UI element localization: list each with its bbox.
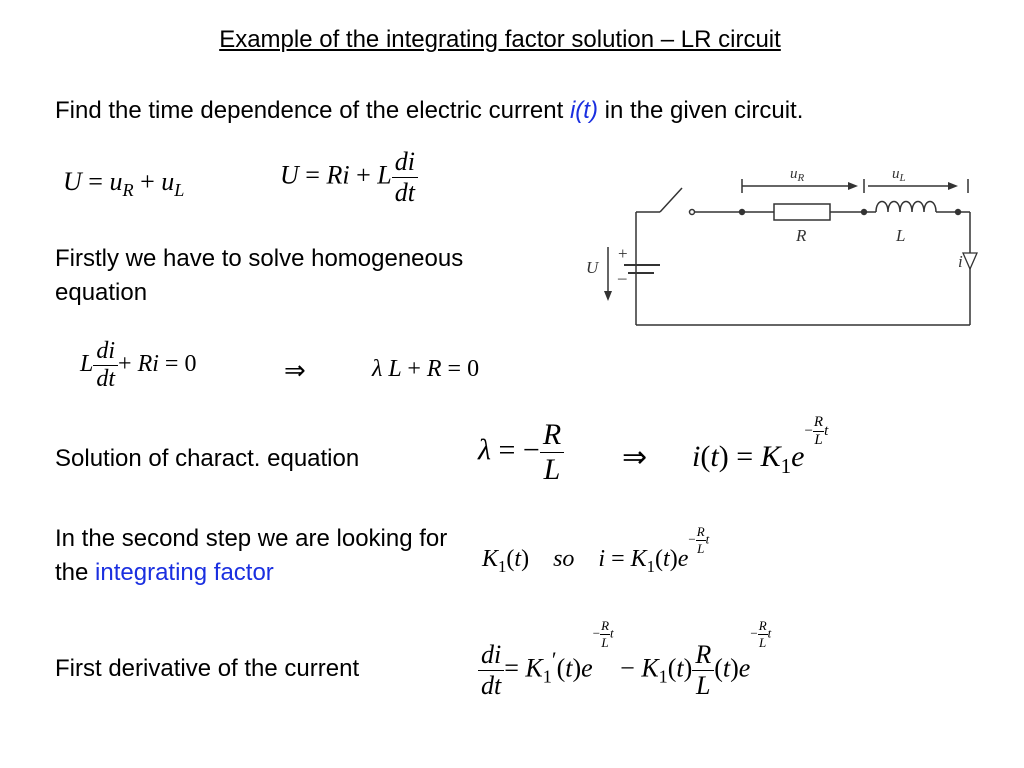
implies-arrow-2: ⇒ [622, 441, 648, 474]
characteristic-solution: λ = − $\frac{R}{L}$ [478, 418, 564, 487]
intro-highlight: i(t) [569, 97, 598, 124]
derivative-equation: $\frac{di}{dt}$ = $K_1'(t)e-$ $\frac{R}{L}$ $t - K_1(t)$ $\frac{R}{L}$ (t)e− $\frac{R}{L}$ t [478, 640, 771, 701]
inductor-label: L [896, 226, 906, 245]
characteristic-equation: λ L + R = 0 [372, 356, 480, 382]
lr-circuit-diagram [578, 155, 988, 335]
ur-label: $u_R$ [790, 166, 805, 184]
plus-label: + [618, 244, 628, 263]
derivative-text: First derivative of the current [55, 655, 360, 682]
minus-label: – [618, 268, 627, 287]
homogeneous-solution: $i(t) = K_1e-$ $\frac{R}{L}$ t [692, 414, 829, 478]
source-label: U [586, 258, 599, 277]
second-step-highlight: integrating factor [95, 559, 274, 586]
implies-arrow-1: ⇒ [284, 356, 306, 385]
intro-after: in the given circuit. [597, 97, 804, 124]
intro-before: Find the time dependence of the electric current [55, 97, 570, 124]
ul-label: $u_L$ [892, 166, 906, 184]
voltage-sum-equation: $U = u_R + u_L$ [63, 167, 185, 201]
integrating-factor-equation: $K_1(t)$ so $i = K_1(t)e-$ $\frac{R}{L}$ t [482, 524, 710, 576]
page-title: Example of the integrating factor solution – LR circuit [219, 26, 781, 53]
charact-text: Solution of charact. equation [55, 445, 360, 472]
second-step-text [55, 522, 475, 590]
second-step-before: In the second step we are looking for the [55, 525, 448, 586]
current-label: i [958, 252, 963, 271]
homogeneous-equation: L $\frac{di}{dt}$ + Ri = 0 [80, 338, 197, 392]
intro-text [55, 94, 803, 128]
resistor-label: R [796, 226, 807, 245]
homogeneous-text: Firstly we have to solve homogeneous equation [55, 245, 464, 306]
circuit-equation: U = Ri + L $\frac{di}{dt}$ [280, 147, 418, 208]
